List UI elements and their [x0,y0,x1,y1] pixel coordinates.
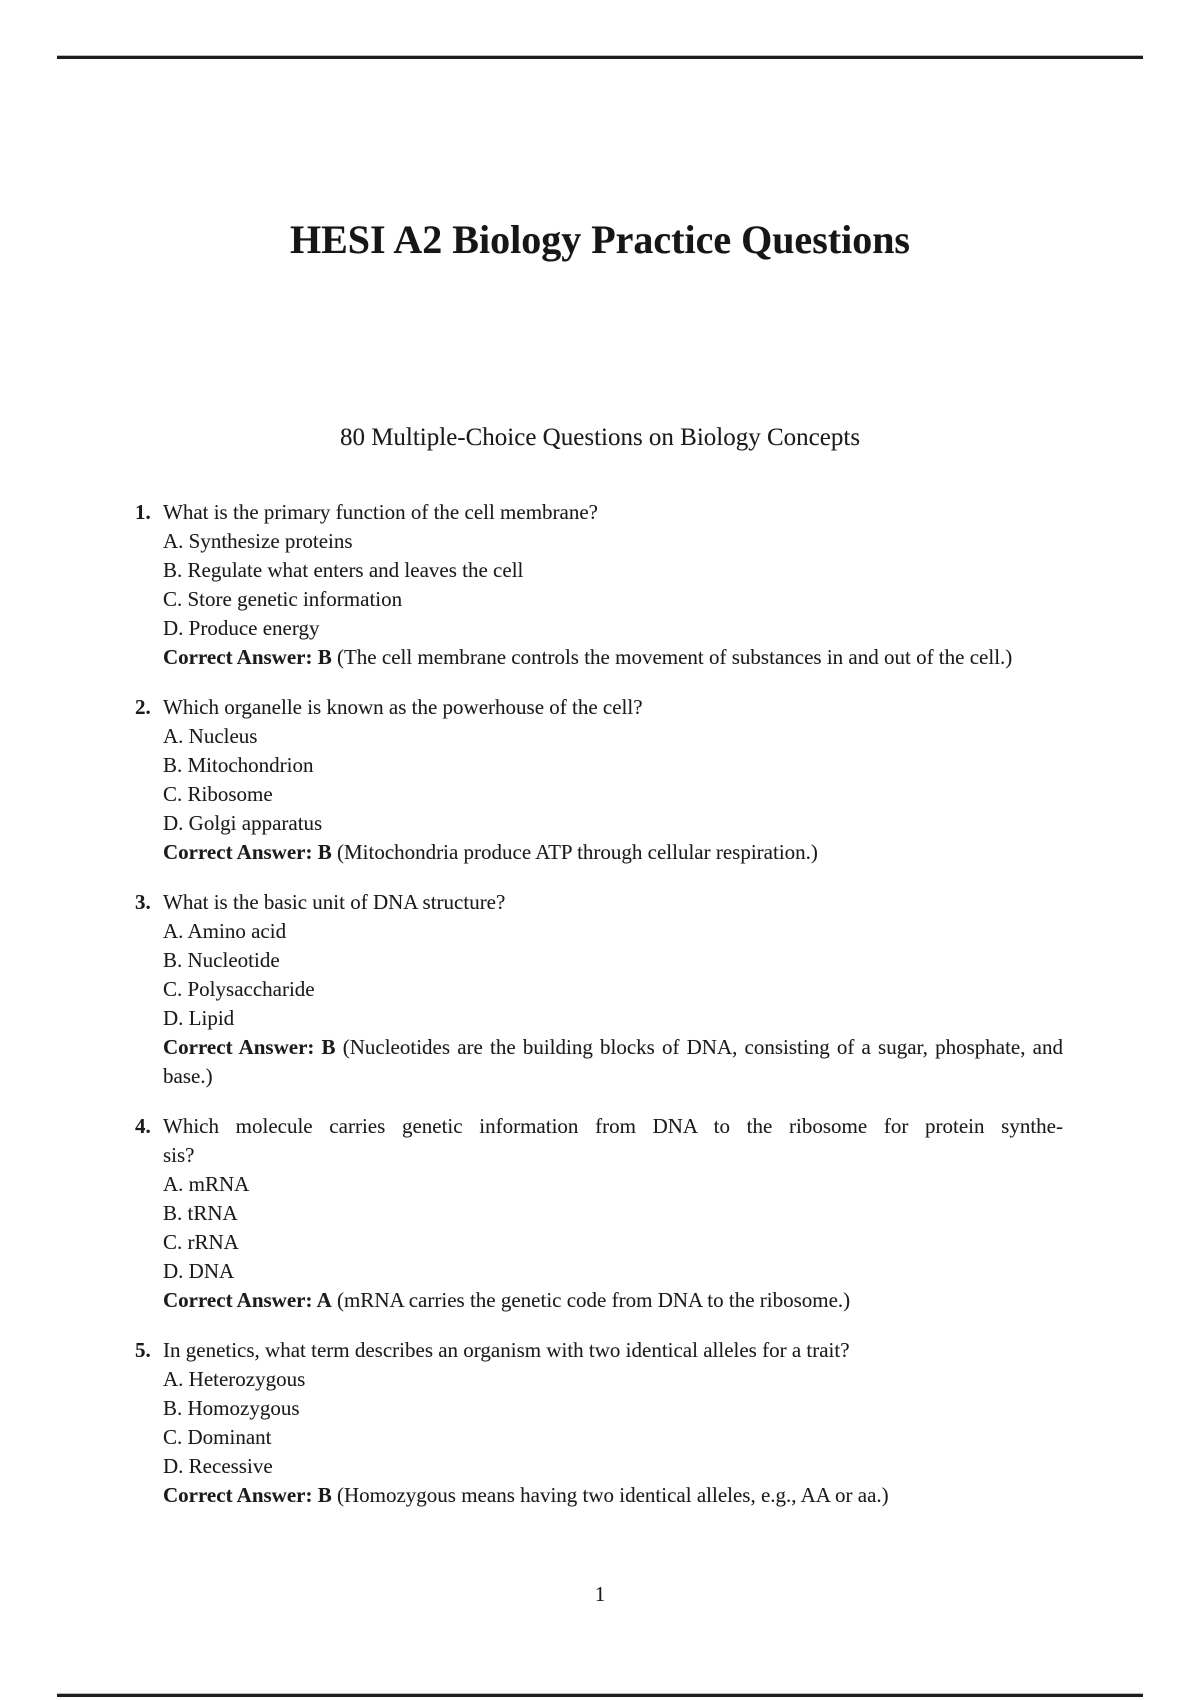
answer-option: A. Synthesize proteins [163,529,353,553]
questions-list [135,498,1063,1531]
answer-option: A. mRNA [163,1172,250,1196]
answer-option: C. Dominant [163,1425,272,1449]
answer-option: B. Mitochondrion [163,753,314,777]
answer-option: B. tRNA [163,1201,238,1225]
question-number: 1. [135,500,151,524]
top-rule [57,55,1143,59]
correct-answer-line [163,838,1063,867]
answer-option: D. Lipid [163,1006,235,1030]
answer-option: C. Polysaccharide [163,977,315,1001]
answer-option: D. DNA [163,1259,235,1283]
question-text: In genetics, what term describes an organism with two identical alleles for a trait? [163,1338,850,1362]
answer-option: D. Produce energy [163,616,320,640]
correct-answer-label: Correct Answer: B [163,840,332,864]
bottom-rule [57,1693,1143,1697]
page-number: 1 [594,1582,606,1606]
correct-answer-line [163,1033,1063,1091]
question-text-line-2: sis? [163,1143,195,1167]
correct-answer-explanation: (Nucleotides are the building blocks of DNA, consisting of a sugar, phosphate, and base.) [163,1035,1063,1088]
correct-answer-label: Correct Answer: B [163,645,332,669]
page-title: HESI A2 Biology Practice Questions [290,217,910,262]
answer-option: C. rRNA [163,1230,239,1254]
correct-answer-line [163,643,1063,672]
correct-answer-line [163,1286,1063,1315]
question-text: What is the primary function of the cell membrane? [163,500,599,524]
page-subtitle: 80 Multiple-Choice Questions on Biology Concepts [339,424,861,451]
correct-answer-explanation: (Homozygous means having two identical alleles, e.g., AA or aa.) [336,1483,889,1507]
question-item-2 [135,693,1063,867]
question-item-4 [135,1112,1063,1315]
question-text: Which organelle is known as the powerhouse of the cell? [163,695,643,719]
question-item-5 [135,1336,1063,1510]
answer-option: B. Nucleotide [163,948,280,972]
correct-answer-explanation: (The cell membrane controls the movement of substances in and out of the cell.) [336,645,1013,669]
question-text: What is the basic unit of DNA structure? [163,890,506,914]
answer-option: B. Regulate what enters and leaves the cell [163,558,524,582]
correct-answer-line [163,1481,1063,1510]
answer-option: D. Golgi apparatus [163,811,323,835]
question-item-3 [135,888,1063,1091]
question-number: 4. [135,1114,151,1138]
answer-option: C. Ribosome [163,782,273,806]
correct-answer-label: Correct Answer: B [163,1483,332,1507]
question-text-line-1: Which molecule carries genetic information from DNA to the ribosome for protein synthe- [163,1114,1063,1138]
question-number: 5. [135,1338,151,1362]
correct-answer-label: Correct Answer: A [163,1288,332,1312]
answer-option: A. Amino acid [163,919,287,943]
question-number: 3. [135,890,151,914]
correct-answer-label: Correct Answer: B [163,1035,336,1059]
correct-answer-explanation: (Mitochondria produce ATP through cellular respiration.) [336,840,818,864]
answer-option: C. Store genetic information [163,587,403,611]
answer-option: A. Nucleus [163,724,258,748]
answer-option: B. Homozygous [163,1396,300,1420]
question-number: 2. [135,695,151,719]
answer-option: D. Recessive [163,1454,273,1478]
correct-answer-explanation: (mRNA carries the genetic code from DNA to the ribosome.) [336,1288,851,1312]
question-item-1 [135,498,1063,672]
answer-option: A. Heterozygous [163,1367,306,1391]
